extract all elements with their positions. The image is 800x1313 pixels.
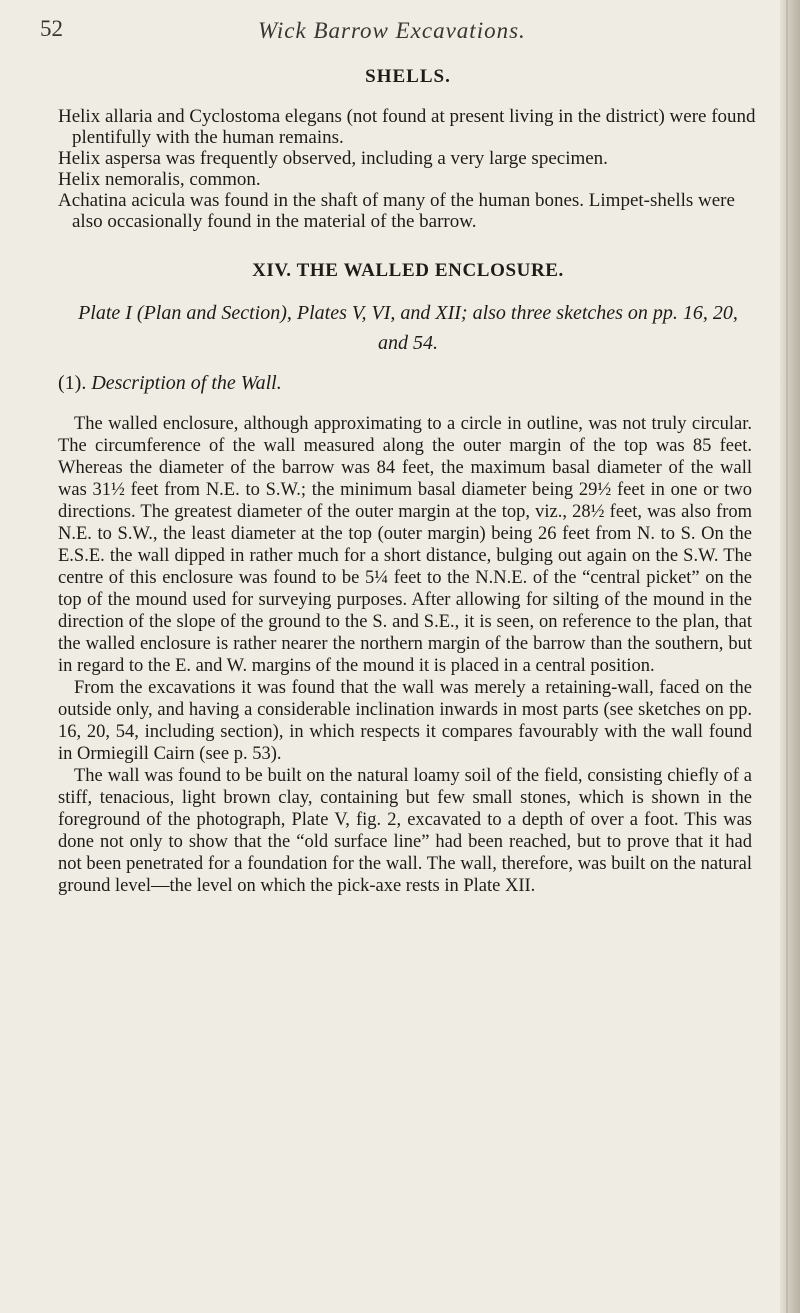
chapter-heading: XIV. THE WALLED ENCLOSURE. <box>252 260 564 281</box>
shell-entry: Helix allaria and Cyclostoma elegans (not found at present living in the district) were found plentifully with the human remains. <box>58 106 756 148</box>
shell-entry: Helix aspersa was frequently observed, including a very large specimen. <box>58 148 608 169</box>
shells-list <box>58 106 758 232</box>
body-paragraph: The walled enclosure, although approximating to a circle in outline, was not truly circular. The circumference of the wall measured along the outer margin of the top was 85 feet. Whereas the diameter of the barrow was 84 feet, the maximum basal diameter of the wall was 31½ feet from N.E. to S.W.; the minimum basal diameter being 29½ feet in one or two directions. The greatest diameter of the outer margin at the top, viz., 28½ feet, was also from N.E. to S.W., the least diameter at the top (outer margin) being 26 feet from N. to S. On the E.S.E. the wall dipped in rather much for a short distance, bulging out again on the S.W. The centre of this enclosure was found to be 5¼ feet to the N.N.E. of the “central picket” on the top of the mound used for surveying purposes. After allowing for silting of the mound in the direction of the slope of the ground to the S. and S.E., it is seen, on reference to the plan, that the walled enclosure is rather nearer the northern margin of the barrow than the southern, but in regard to the E. and W. margins of the mound it is placed in a central position. <box>58 414 752 676</box>
book-spine-edge <box>780 0 800 1313</box>
running-title: Wick Barrow Excavations. <box>258 18 526 43</box>
book-page <box>40 0 758 897</box>
subsection-title: Description of the Wall. <box>91 372 282 394</box>
shells-heading: SHELLS. <box>365 66 451 87</box>
page-number: 52 <box>40 16 63 41</box>
subsection-number: (1). <box>58 372 87 394</box>
subsection-heading <box>58 372 758 395</box>
shell-entry: Achatina acicula was found in the shaft of many of the human bones. Limpet-shells were also occasionally found in the material of the barrow. <box>58 190 735 232</box>
body-paragraph: From the excavations it was found that the wall was merely a retaining-wall, faced on the outside only, and having a considerable inclination inwards in most parts (see sketches on pp. 16, 20, 54, including section), in which respects it compares favourably with the wall found in Ormiegill Cairn (see p. 53). <box>58 678 752 764</box>
running-head <box>40 12 758 56</box>
shell-entry: Helix nemoralis, common. <box>58 169 261 190</box>
plates-reference: Plate I (Plan and Section), Plates V, VI, and XII; also three sketches on pp. 16, 20, and 54. <box>78 302 738 354</box>
body-paragraph: The wall was found to be built on the natural loamy soil of the field, consisting chiefly of a stiff, tenacious, light brown clay, containing but few small stones, which is shown in the foreground of the photograph, Plate V, fig. 2, excavated to a depth of over a foot. This was done not only to show that the “old surface line” had been reached, but to prove that it had not been penetrated for a foundation for the wall. The wall, therefore, was built on the natural ground level—the level on which the pick-axe rests in Plate XII. <box>58 766 752 896</box>
